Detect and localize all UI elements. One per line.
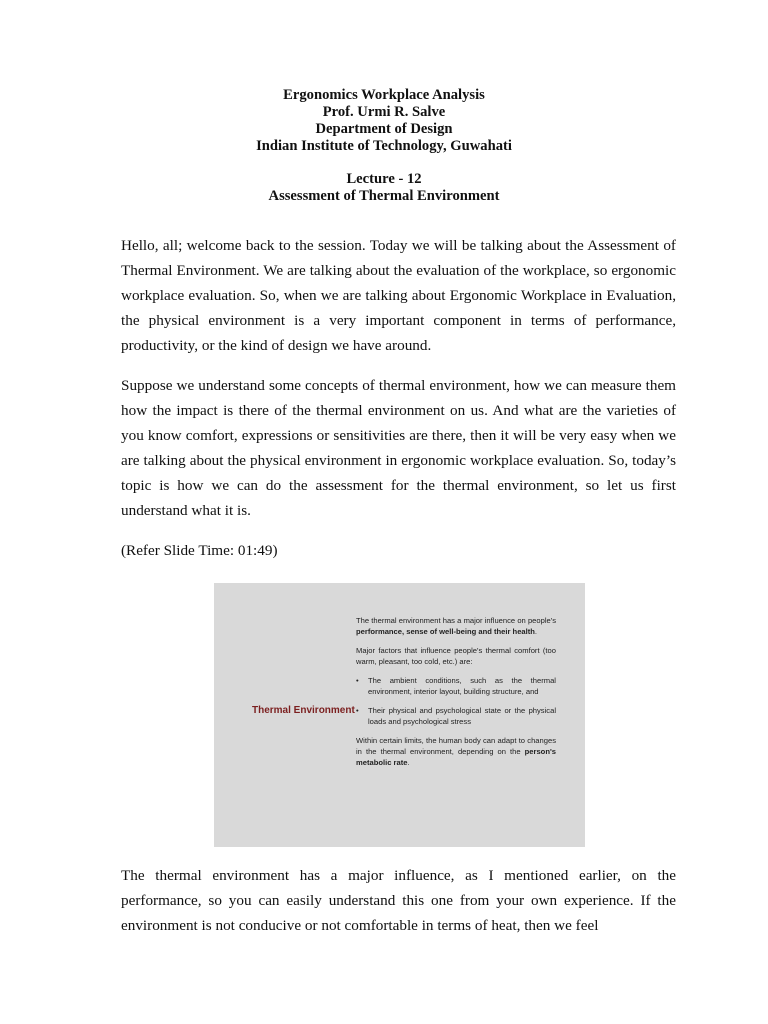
paragraph-intro: Hello, all; welcome back to the session. Today we will be talking about the Assessment of Thermal Environment. We are talking about the evaluation of the workplace, so ergonomic workplace evaluation. So, when we are talking about Ergonomic Workplace in Evaluation, the physical environment is a very important component in terms of performance, productivity, or the kind of design we have around.	[121, 237, 676, 354]
paragraph-influence: The thermal environment has a major influence, as I mentioned earlier, on the performance, so you can easily understand this one from your own experience. If the environment is not conducive or not comfortable in terms of heat, then we feel	[121, 867, 676, 934]
slide-closing-emphasis: person's metabolic rate	[356, 747, 556, 767]
slide-closing-end: .	[407, 758, 410, 767]
lecture-heading	[0, 171, 768, 205]
slide-intro-text: The thermal environment has a major influence on people's	[356, 616, 556, 625]
refer-slide-time: (Refer Slide Time: 01:49)	[121, 542, 278, 559]
bullet-icon: •	[356, 706, 359, 715]
slide-bullet	[356, 705, 556, 727]
slide-bullet	[356, 675, 556, 697]
lecture-title: Assessment of Thermal Environment	[268, 188, 500, 204]
slide-closing-text: Within certain limits, the human body can adapt to changes in the thermal environment, depending on the	[356, 736, 556, 756]
institute-name: Indian Institute of Technology, Guwahati	[256, 138, 512, 154]
lecture-number: Lecture - 12	[346, 171, 422, 187]
document-header	[0, 87, 768, 155]
course-title: Ergonomics Workplace Analysis	[283, 87, 485, 103]
lecture-slide-image	[214, 583, 585, 847]
slide-factors-intro: Major factors that influence people's thermal comfort (too warm, pleasant, too cold, etc.) are:	[356, 646, 556, 666]
department-name: Department of Design	[315, 121, 453, 137]
paragraph-concepts: Suppose we understand some concepts of thermal environment, how we can measure them how the impact is there of the thermal environment on us. And what are the varieties of you know comfort, expressions or sensitivities are there, then it will be very easy when we are talking about the physical environment in ergonomic workplace evaluation. So, today’s topic is how we can do the assessment for the thermal environment, so let us first understand what it is.	[121, 377, 676, 519]
slide-title: Thermal Environment	[252, 705, 355, 716]
professor-name: Prof. Urmi R. Salve	[322, 104, 446, 120]
slide-closing	[356, 735, 556, 768]
slide-intro-emphasis: performance, sense of well-being and their health	[356, 627, 535, 636]
slide-bullet-text: Their physical and psychological state or the physical loads and psychological stress	[368, 706, 556, 726]
slide-bullet-text: The ambient conditions, such as the thermal environment, interior layout, building structure, and	[368, 676, 556, 696]
slide-body	[356, 615, 556, 776]
slide-intro	[356, 615, 556, 637]
slide-intro-end: .	[534, 627, 538, 636]
bullet-icon: •	[356, 676, 359, 685]
